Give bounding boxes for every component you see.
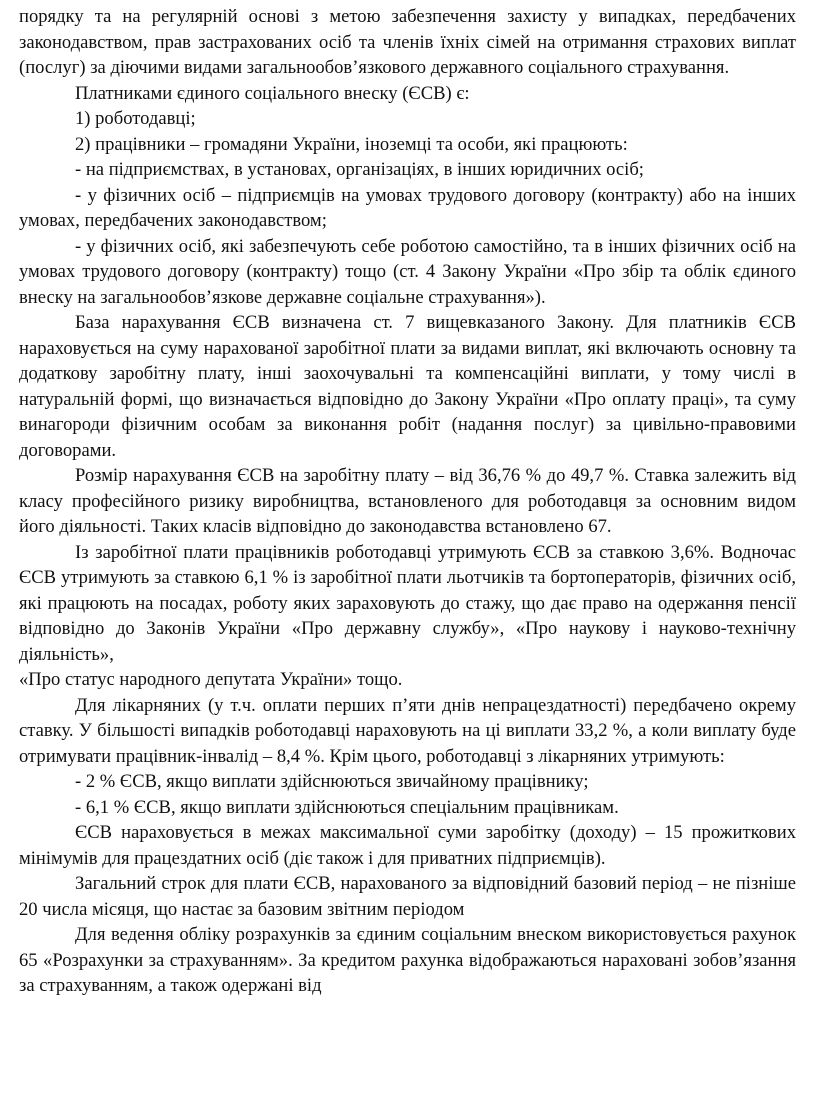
list-item-self-employed: - у фізичних осіб, які забезпечують себе роботою самостійно, та в інших фізичних осіб на умовах трудового договору (контракту) тощо (ст. 4 Закону України «Про збір та облік єдиного внеску на загальнообов’язкове державне соціальне страхування»). <box>19 235 796 308</box>
list-item-special-worker: - 6,1 % ЄСВ, якщо виплати здійснюються спеціальним працівникам. <box>75 796 619 818</box>
paragraph-withholding-rate-end: «Про статус народного депутата України» тощо. <box>19 669 403 690</box>
paragraph-payment-deadline: Загальний строк для плати ЄСВ, нарахованого за відповідний базовий період – не пізніше 20 числа місяця, що настає за базовим звітним періодом <box>19 873 796 920</box>
list-item-enterprises: - на підприємствах, в установах, організаціях, в інших юридичних осіб; <box>75 159 644 180</box>
paragraph-payers-heading: Платниками єдиного соціального внеску (ЄСВ) є: <box>75 82 470 104</box>
list-item-regular-worker: - 2 % ЄСВ, якщо виплати здійснюються звичайному працівнику; <box>75 771 589 792</box>
paragraph-contribution-base: База нарахування ЄСВ визначена ст. 7 вищевказаного Закону. Для платників ЄСВ нараховується на суму нарахованої заробітної плати за видами виплат, які включають основну та додаткову заробітну плату, інші заохочувальні та компенсаційні виплати, у тому числі в натуральній формі, що визначається відповідно до Закону України «Про оплату праці», та суму винагороди фізичним особам за виконання робіт (надання послуг) за цивільно-правовими договорами. <box>19 312 796 461</box>
paragraph-sick-leave: Для лікарняних (у т.ч. оплати перших п’яти днів непрацездатності) передбачено окрему ставку. У більшості випадків роботодавці нараховують на ці виплати 33,2 %, а коли виплату буде отримувати працівник-інвалід – 8,4 %. Крім цього, роботодавці з лікарняних утримують: <box>19 694 796 767</box>
paragraph-account-65: Для ведення обліку розрахунків за єдиним соціальним внеском використовується рахунок 65 «Розрахунки за страхуванням». За кредитом рахунка відображаються нараховані зобов’язання за страхуванням, а також одержані від <box>19 924 796 996</box>
paragraph-withholding-rate: Із заробітної плати працівників роботодавці утримують ЄСВ за ставкою 3,6%. Водночас ЄСВ утримують за ставкою 6,1 % із заробітної плати льотчиків та бортоператорів, фізичних осіб, які працюють на посадах, роботу яких зараховують до стажу, що дає право на одержання пенсії відповідно до Законів України «Про державну службу», «Про наукову і науково-технічну діяльність», <box>19 541 796 665</box>
paragraph-purpose-continuation: порядку та на регулярній основі з метою забезпечення захисту у випадках, передбачених законодавством, прав застрахованих осіб та членів їхніх сімей на отримання страхових виплат (послуг) за діючими видами загальнообов’язкового державного соціального страхування. <box>19 6 796 78</box>
list-item-individual-entrepreneurs: - у фізичних осіб – підприємців на умовах трудового договору (контракту) або на інших умовах, передбачених законодавством; <box>19 184 796 231</box>
list-item-employers: 1) роботодавці; <box>75 108 196 129</box>
list-item-workers: 2) працівники – громадяни України, іноземці та особи, які працюють: <box>75 133 628 155</box>
paragraph-contribution-rate: Розмір нарахування ЄСВ на заробітну плату – від 36,76 % до 49,7 %. Ставка залежить від класу професійного ризику виробництва, встановленого для роботодавця за основним видом його діяльності. Таких класів відповідно до законодавства встановлено 67. <box>19 465 796 537</box>
paragraph-maximum-base: ЄСВ нараховується в межах максимальної суми заробітку (доходу) – 15 прожиткових мінімумів для працездатних осіб (діє також і для приватних підприємців). <box>19 822 796 869</box>
